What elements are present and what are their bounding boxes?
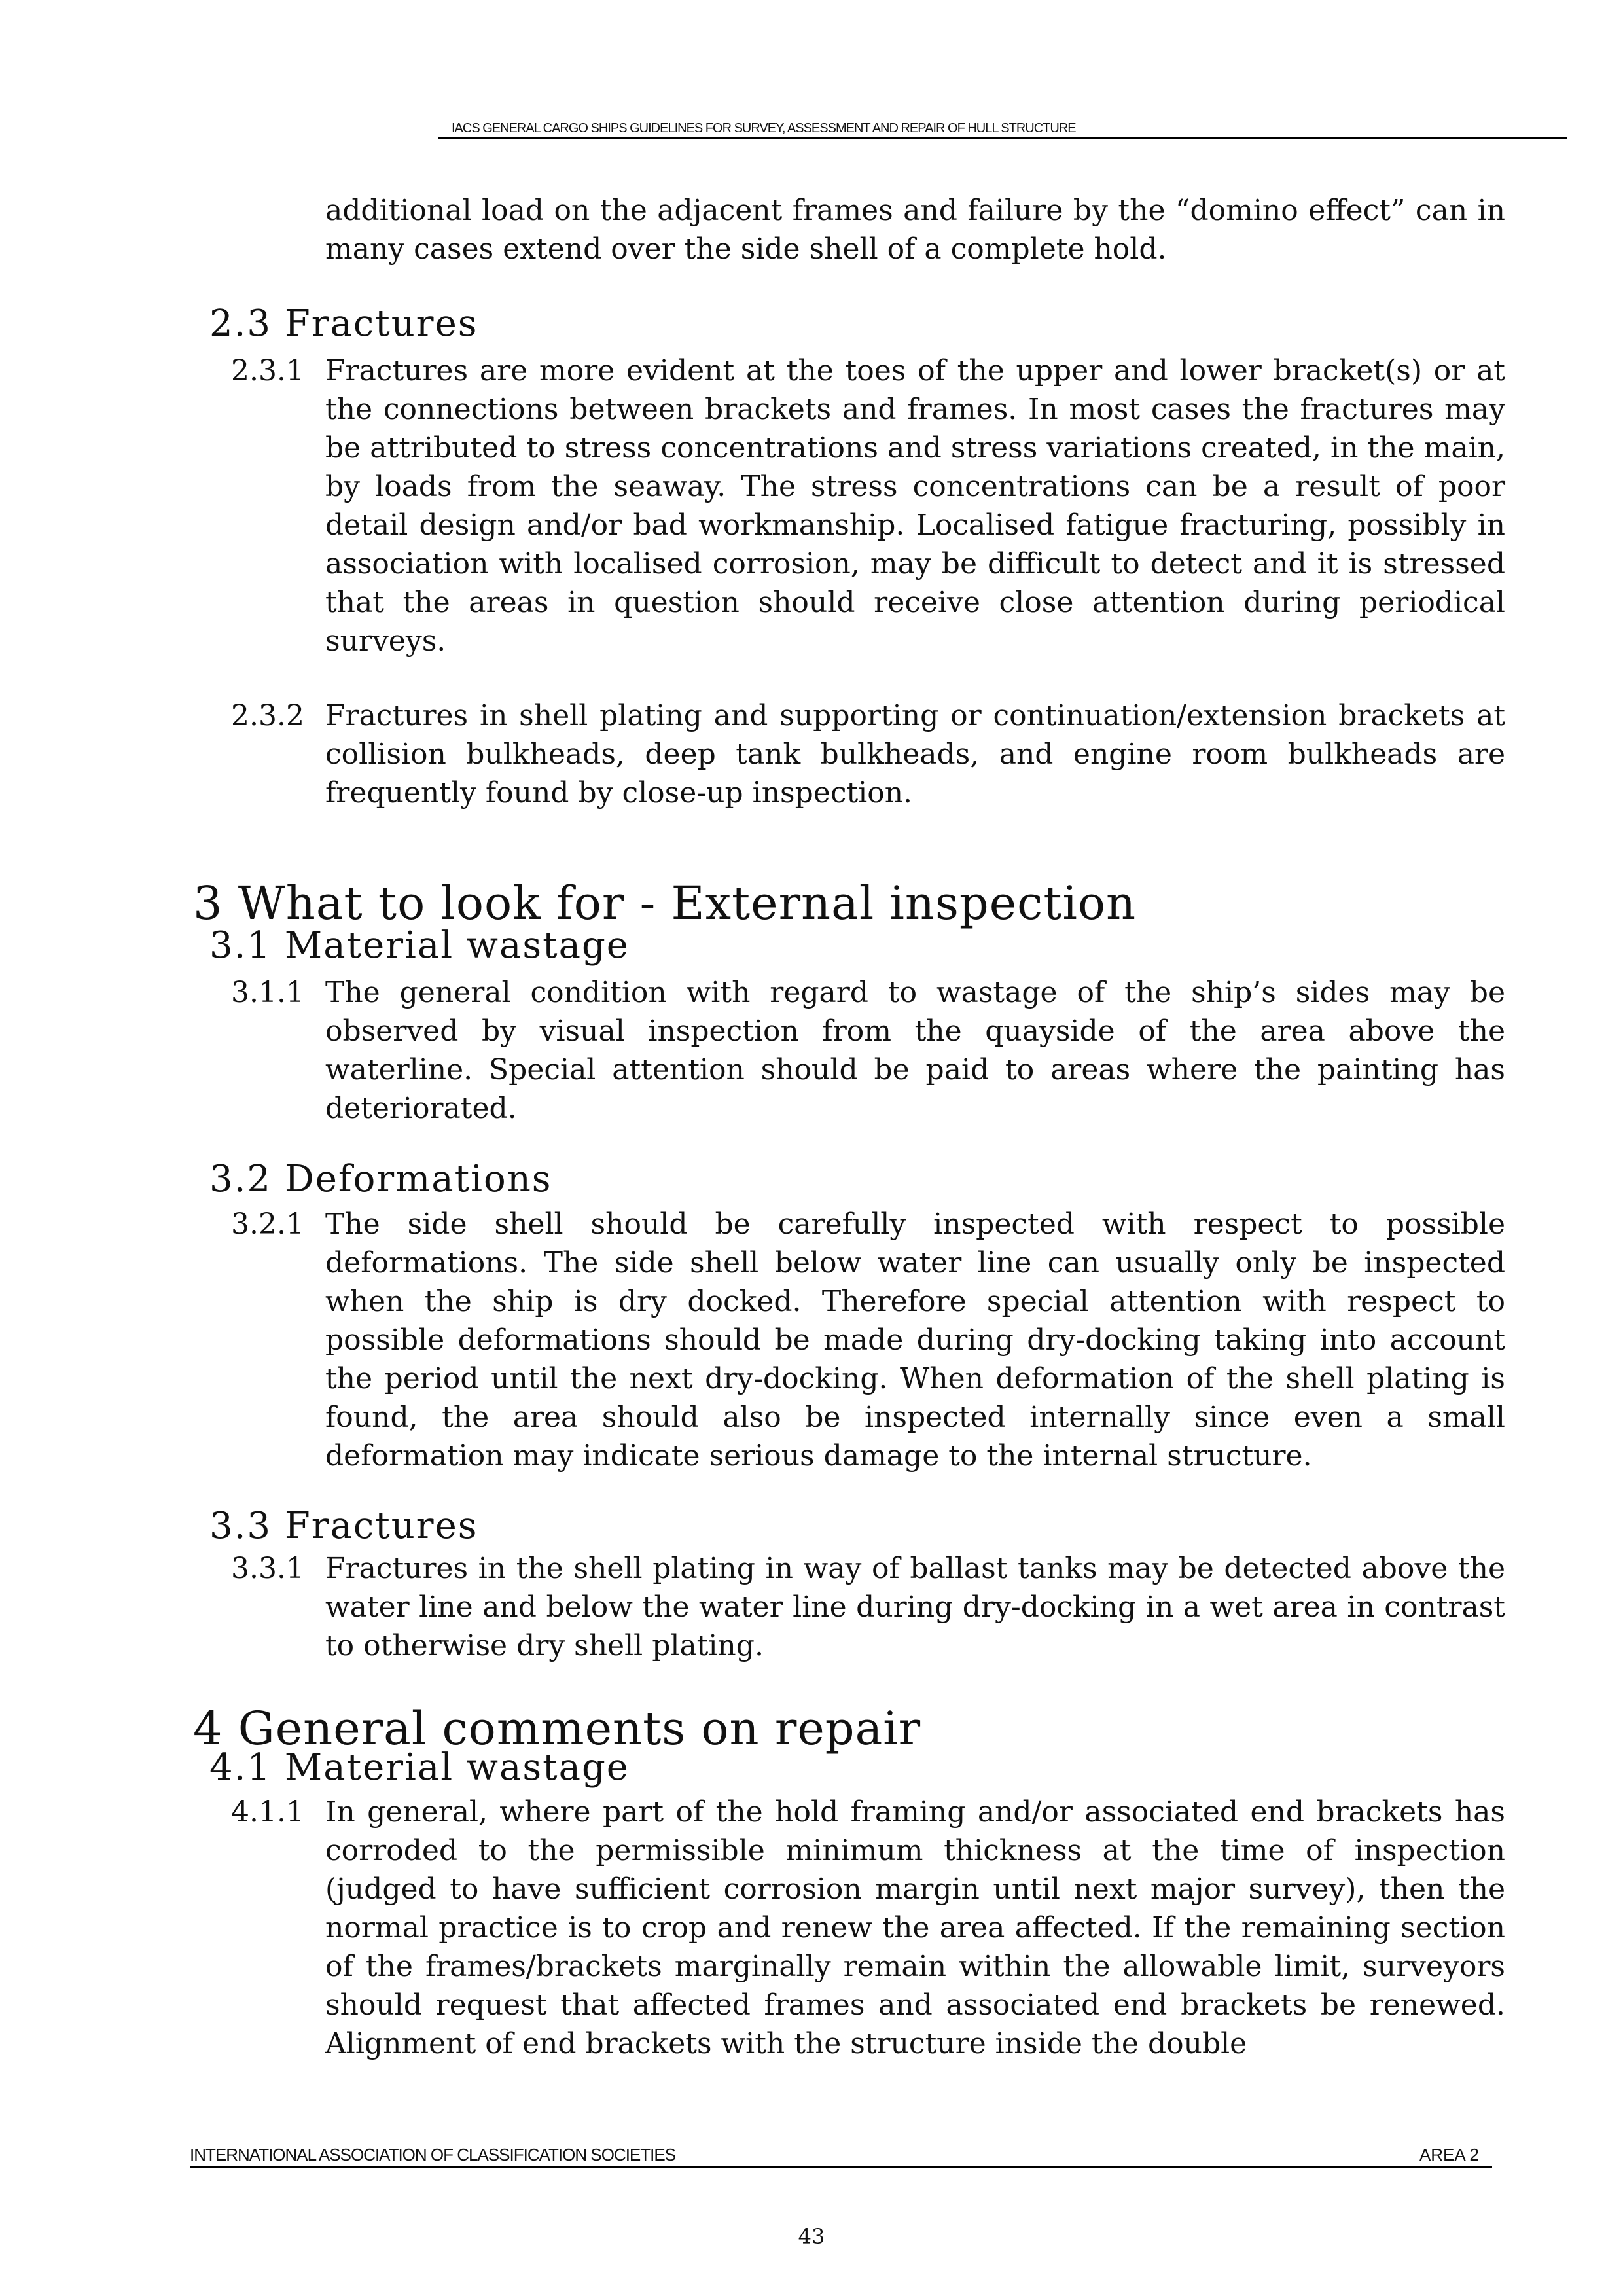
section-4-heading: 4 General comments on repair [193, 1702, 921, 1755]
section-3-3-heading: 3.3 Fractures [209, 1505, 478, 1547]
intro-paragraph: additional load on the adjacent frames and failure by the “domino effect” can in many cases extend over the side shell of a complete hold. [325, 194, 1505, 266]
paragraph-3-3-1: Fractures in the shell plating in way of ballast tanks may be detected above the water line and below the water line during dry-docking in a wet area in contrast to otherwise dry shell plating. [325, 1552, 1505, 1662]
footer-organization: INTERNATIONAL ASSOCIATION OF CLASSIFICATION SOCIETIES [190, 2145, 676, 2164]
paragraph-3-1-1: The general condition with regard to wastage of the ship’s sides may be observed by visual inspection from the quayside of the area above the waterline. Special attention should be paid to areas where the painting has deteriorated. [325, 976, 1505, 1125]
footer-area: AREA 2 [1419, 2145, 1479, 2164]
section-3-heading: 3 What to look for - External inspection [193, 876, 1137, 930]
running-header [438, 115, 1567, 139]
paragraph-3-3-1-number: 3.3.1 [231, 1552, 304, 1585]
section-3-1-heading: 3.1 Material wastage [209, 924, 630, 967]
paragraph-2-3-1-number: 2.3.1 [231, 354, 304, 387]
paragraph-4-1-1: In general, where part of the hold framing and/or associated end brackets has corroded to the permissible minimum thickness at the time of inspection (judged to have sufficient corrosion margin until next major survey), then the normal practice is to crop and renew the area affected. If the remaining section of the frames/brackets marginally remain within the allowable limit, surveyors should request that affected frames and associated end brackets be renewed. Alignment of end brackets with the structure inside the double [325, 1795, 1505, 2060]
paragraph-3-1-1-number: 3.1.1 [231, 976, 304, 1009]
section-4-1-heading: 4.1 Material wastage [209, 1746, 630, 1789]
page-number: 43 [798, 2224, 825, 2249]
running-header-title: IACS GENERAL CARGO SHIPS GUIDELINES FOR SURVEY, ASSESSMENT AND REPAIR OF HULL STRUCTURE [452, 121, 1076, 135]
paragraph-2-3-1: Fractures are more evident at the toes of the upper and lower bracket(s) or at the connections between brackets and frames. In most cases the fractures may be attributed to stress concentrations and stress variations created, in the main, by loads from the seaway. The stress concentrations can be a result of poor detail design and/or bad workmanship. Localised fatigue fracturing, possibly in association with localised corrosion, may be difficult to detect and it is stressed that the areas in question should receive close attention during periodical surveys. [325, 354, 1505, 658]
paragraph-4-1-1-number: 4.1.1 [231, 1795, 304, 1829]
page-footer [190, 2140, 1492, 2168]
paragraph-2-3-2: Fractures in shell plating and supporting or continuation/extension brackets at collision bulkheads, deep tank bulkheads, and engine room bulkheads are frequently found by close-up inspection. [325, 699, 1505, 810]
paragraph-3-2-1-number: 3.2.1 [231, 1208, 304, 1241]
paragraph-3-2-1: The side shell should be carefully inspected with respect to possible deformations. The side shell below water line can usually only be inspected when the ship is dry docked. Therefore special attention with respect to possible deformations should be made during dry-docking taking into account the period until the next dry-docking. When deformation of the shell plating is found, the area should also be inspected internally since even a small deformation may indicate serious damage to the internal structure. [325, 1208, 1505, 1473]
paragraph-2-3-2-number: 2.3.2 [231, 699, 304, 732]
section-3-2-heading: 3.2 Deformations [209, 1158, 552, 1200]
section-2-3-heading: 2.3 Fractures [209, 302, 478, 345]
